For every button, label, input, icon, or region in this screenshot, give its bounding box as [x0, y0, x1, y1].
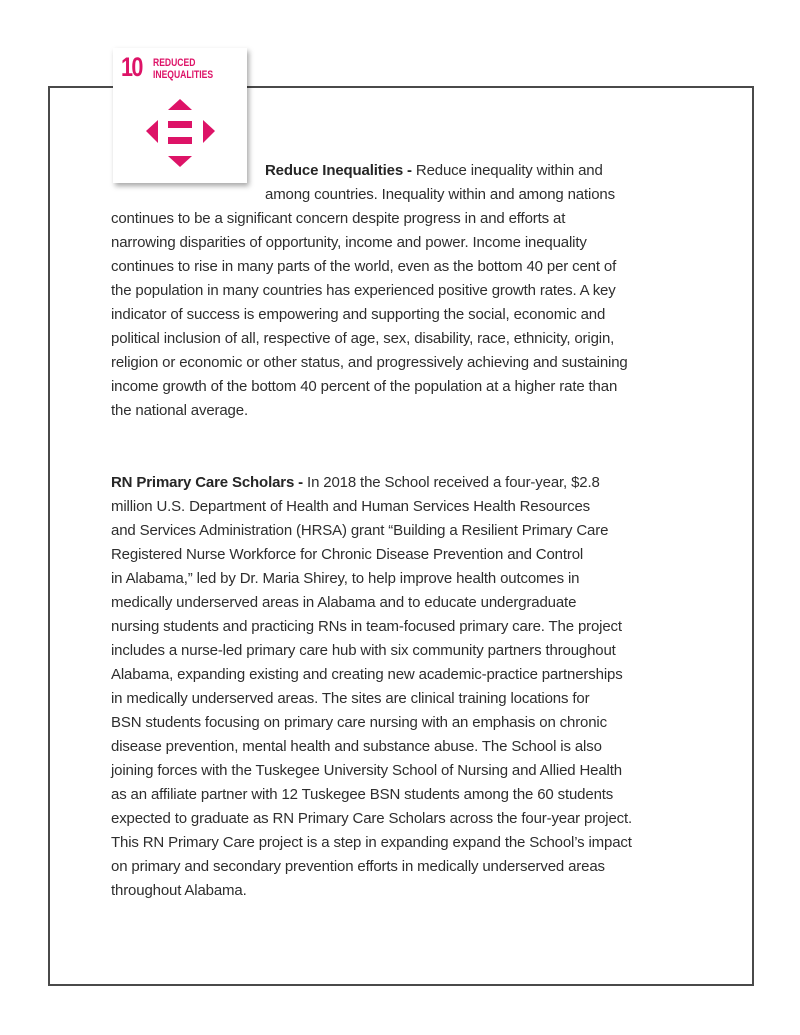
equal-bar-bottom — [168, 137, 192, 144]
line-text: narrowing disparities of opportunity, income and power. Income inequality — [111, 234, 587, 251]
equal-bar-top — [168, 121, 192, 128]
line-text: continues to be a significant concern despite progress in and efforts at — [111, 210, 566, 227]
text-line — [111, 255, 701, 279]
line-text: among countries. Inequality within and among nations — [265, 186, 615, 203]
line-text: nursing students and practicing RNs in team-focused primary care. The project — [111, 618, 622, 635]
sdg-title-line-1: REDUCED — [153, 57, 196, 69]
section-reduce-inequalities — [111, 159, 701, 423]
line-text: and Services Administration (HRSA) grant “Building a Resilient Primary Care — [111, 522, 609, 539]
text-line — [111, 687, 701, 711]
up-arrow-icon — [168, 99, 192, 110]
line-text: as an affiliate partner with 12 Tuskegee BSN students among the 60 students — [111, 786, 614, 803]
text-line — [111, 783, 701, 807]
line-text: in Alabama,” led by Dr. Maria Shirey, to help improve health outcomes in — [111, 570, 580, 587]
text-line — [111, 519, 701, 543]
line-text: medically underserved areas in Alabama and to educate undergraduate — [111, 594, 577, 611]
line-text: In 2018 the School received a four-year, $2.8 — [307, 474, 600, 491]
line-text: Registered Nurse Workforce for Chronic Disease Prevention and Control — [111, 546, 584, 563]
line-text: This RN Primary Care project is a step in expanding expand the School’s impact — [111, 834, 632, 851]
line-text: the national average. — [111, 402, 248, 419]
text-line — [111, 375, 701, 399]
line-text: disease prevention, mental health and substance abuse. The School is also — [111, 738, 602, 755]
text-line — [111, 495, 701, 519]
text-line — [111, 567, 701, 591]
text-line — [111, 399, 701, 423]
text-line — [111, 807, 701, 831]
section-heading: RN Primary Care Scholars — [111, 474, 295, 491]
text-line — [111, 351, 701, 375]
text-line — [111, 879, 701, 903]
text-line — [111, 207, 701, 231]
text-line — [111, 735, 701, 759]
line-text: Reduce inequality within and — [415, 162, 603, 179]
line-text: continues to rise in many parts of the world, even as the bottom 40 per cent of — [111, 258, 617, 275]
line-text: political inclusion of all, respective of age, sex, disability, race, ethnicity, origin, — [111, 330, 615, 347]
line-text: indicator of success is empowering and supporting the social, economic and — [111, 306, 606, 323]
line-text: income growth of the bottom 40 percent of the population at a higher rate than — [111, 378, 618, 395]
sdg-title-line-2: INEQUALITIES — [153, 69, 214, 81]
text-line — [111, 231, 701, 255]
line-text: expected to graduate as RN Primary Care Scholars across the four-year project. — [111, 810, 633, 827]
text-line — [111, 159, 701, 183]
heading-separator: - — [294, 474, 308, 491]
text-line — [111, 279, 701, 303]
line-text: throughout Alabama. — [111, 882, 247, 899]
line-text: the population in many countries has experienced positive growth rates. A key — [111, 282, 616, 299]
text-line — [111, 831, 701, 855]
text-line — [111, 615, 701, 639]
text-line — [111, 711, 701, 735]
section-rn-primary-care-scholars — [111, 471, 701, 903]
text-line — [111, 303, 701, 327]
line-text: million U.S. Department of Health and Human Services Health Resources — [111, 498, 591, 515]
line-text: includes a nurse-led primary care hub with six community partners throughout — [111, 642, 616, 659]
line-text: religion or economic or other status, and progressively achieving and sustaining — [111, 354, 628, 371]
line-text: joining forces with the Tuskegee University School of Nursing and Allied Health — [111, 762, 622, 779]
right-arrow-icon — [203, 120, 215, 143]
text-line — [111, 543, 701, 567]
line-text: Alabama, expanding existing and creating new academic-practice partnerships — [111, 666, 623, 683]
left-arrow-icon — [146, 120, 158, 143]
section-heading: Reduce Inequalities — [265, 162, 404, 179]
line-text: on primary and secondary prevention efforts in medically underserved areas — [111, 858, 605, 875]
text-line — [111, 663, 701, 687]
text-line — [111, 639, 701, 663]
sdg-number: 10 — [121, 52, 142, 82]
text-line — [111, 471, 701, 495]
text-line — [111, 327, 701, 351]
text-line — [111, 591, 701, 615]
text-line — [111, 183, 701, 207]
heading-separator: - — [403, 162, 416, 179]
text-line — [111, 759, 701, 783]
text-line — [111, 855, 701, 879]
line-text: in medically underserved areas. The sites are clinical training locations for — [111, 690, 590, 707]
line-text: BSN students focusing on primary care nursing with an emphasis on chronic — [111, 714, 607, 731]
